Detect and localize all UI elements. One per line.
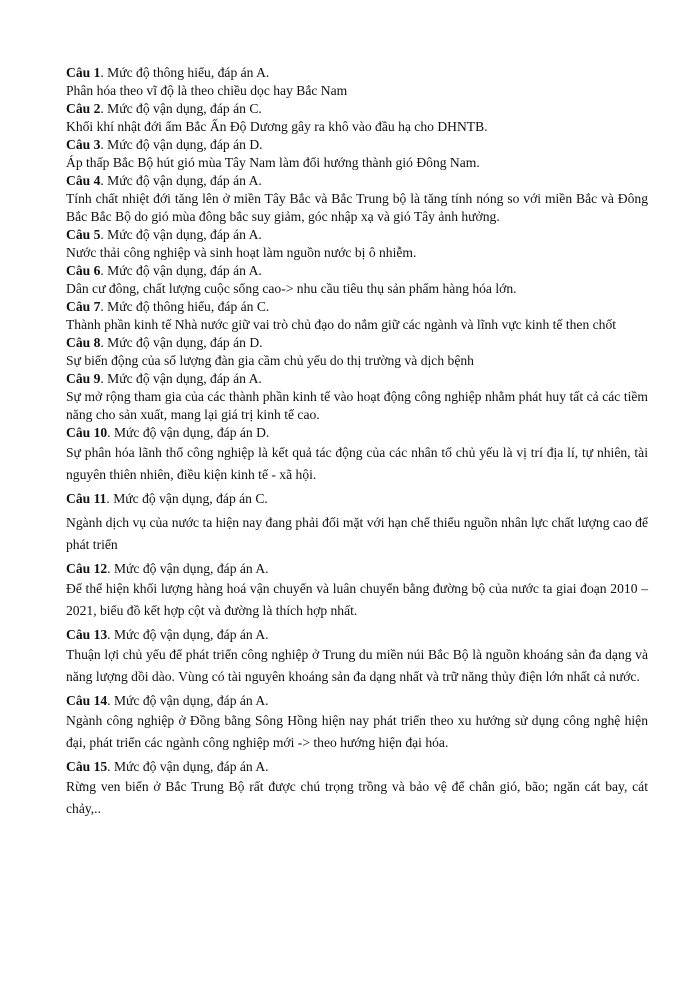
question-header: [66, 758, 648, 776]
question-9: [66, 370, 648, 424]
question-number: Câu 10: [66, 425, 108, 440]
question-number: Câu 9: [66, 371, 101, 386]
answer-explanation: Sự phân hóa lãnh thổ công nghiệp là kết quả tác động của các nhân tố chủ yếu là vị trí địa lí, tự nhiên, tài nguyên thiên nhiên, điều kiện kinh tế - xã hội.: [66, 445, 648, 482]
question-7: [66, 298, 648, 334]
question-14: [66, 692, 648, 754]
question-meta: . Mức độ vận dụng, đáp án A.: [100, 371, 262, 386]
question-meta: . Mức độ vận dụng, đáp án C.: [106, 491, 268, 506]
question-number: Câu 5: [66, 227, 101, 242]
question-meta: . Mức độ vận dụng, đáp án A.: [100, 173, 262, 188]
answer-explanation: Tính chất nhiệt đới tăng lên ở miền Tây Bắc và Bắc Trung bộ là tăng tính nóng so với miền Bắc và Đông Bắc Bắc Bộ do gió mùa đông bắc suy giảm, góc nhập xạ và gió Tây ảnh hưởng.: [66, 191, 648, 224]
answer-explanation: Sự biến động của số lượng đàn gia cầm chủ yếu do thị trường và dịch bệnh: [66, 353, 474, 368]
question-header: [66, 370, 648, 388]
question-header: [66, 136, 648, 154]
question-11: [66, 490, 648, 556]
question-meta: . Mức độ vận dụng, đáp án C.: [100, 101, 262, 116]
question-5: [66, 226, 648, 262]
question-header: [66, 560, 648, 578]
question-number: Câu 6: [66, 263, 101, 278]
answer-explanation: Khối khí nhật đới ẩm Bắc Ấn Độ Dương gây ra khô vào đầu hạ cho DHNTB.: [66, 119, 488, 134]
question-10: [66, 424, 648, 486]
question-number: Câu 13: [66, 627, 108, 642]
question-number: Câu 12: [66, 561, 108, 576]
question-header: [66, 226, 648, 244]
question-meta: . Mức độ thông hiểu, đáp án C.: [100, 299, 270, 314]
question-meta: . Mức độ vận dụng, đáp án D.: [107, 425, 270, 440]
question-meta: . Mức độ vận dụng, đáp án A.: [100, 227, 262, 242]
answer-explanation: Dân cư đông, chất lượng cuộc sống cao-> nhu cầu tiêu thụ sản phẩm hàng hóa lớn.: [66, 281, 517, 296]
question-8: [66, 334, 648, 370]
answer-explanation: Thuận lợi chủ yếu để phát triển công nghiệp ở Trung du miền núi Bắc Bộ là nguồn khoáng sản đa dạng và năng lượng dồi dào. Vùng có tài nguyên khoáng sản đa dạng nhất và trữ năng thủy điện lớn nhất cả nước.: [66, 647, 648, 684]
question-meta: . Mức độ vận dụng, đáp án A.: [107, 693, 269, 708]
question-3: [66, 136, 648, 172]
question-meta: . Mức độ thông hiểu, đáp án A.: [100, 65, 270, 80]
question-header: [66, 424, 648, 442]
question-4: [66, 172, 648, 226]
question-meta: . Mức độ vận dụng, đáp án A.: [107, 759, 269, 774]
question-6: [66, 262, 648, 298]
question-header: [66, 626, 648, 644]
answer-explanation: Thành phần kinh tế Nhà nước giữ vai trò chủ đạo do nắm giữ các ngành và lĩnh vực kinh tế then chốt: [66, 317, 617, 332]
question-meta: . Mức độ vận dụng, đáp án D.: [100, 335, 263, 350]
question-13: [66, 626, 648, 688]
answer-explanation: Ngành công nghiệp ở Đồng bằng Sông Hồng hiện nay phát triển theo xu hướng sử dụng công nghệ hiện đại, phát triển các ngành công nghiệp mới -> theo hướng hiện đại hóa.: [66, 713, 648, 750]
answer-explanation: Ngành dịch vụ của nước ta hiện nay đang phải đối mặt với hạn chế thiếu nguồn nhân lực chất lượng cao để phát triển: [66, 515, 648, 552]
question-15: [66, 758, 648, 820]
question-meta: . Mức độ vận dụng, đáp án A.: [107, 561, 269, 576]
question-meta: . Mức độ vận dụng, đáp án A.: [100, 263, 262, 278]
question-header: [66, 692, 648, 710]
question-number: Câu 11: [66, 491, 107, 506]
question-header: [66, 298, 648, 316]
question-number: Câu 7: [66, 299, 101, 314]
question-12: [66, 560, 648, 622]
question-number: Câu 1: [66, 65, 101, 80]
question-header: [66, 172, 648, 190]
question-number: Câu 8: [66, 335, 101, 350]
answer-explanation: Nước thải công nghiệp và sinh hoạt làm nguồn nước bị ô nhiễm.: [66, 245, 417, 260]
question-1: [66, 64, 648, 100]
answer-key-page: [66, 64, 648, 820]
answer-explanation: Để thể hiện khối lượng hàng hoá vận chuyển và luân chuyển bằng đường bộ của nước ta giai đoạn 2010 – 2021, biểu đồ kết hợp cột và đường là thích hợp nhất.: [66, 581, 648, 618]
question-header: [66, 100, 648, 118]
question-number: Câu 15: [66, 759, 108, 774]
answer-explanation: Áp thấp Bắc Bộ hút gió mùa Tây Nam làm đổi hướng thành gió Đông Nam.: [66, 155, 480, 170]
answer-explanation: Sự mở rộng tham gia của các thành phần kinh tế vào hoạt động công nghiệp nhằm phát huy tất cả các tiềm năng cho sản xuất, mang lại giá trị kinh tế cao.: [66, 389, 648, 422]
question-number: Câu 14: [66, 693, 108, 708]
question-header: [66, 490, 648, 508]
question-number: Câu 3: [66, 137, 101, 152]
question-header: [66, 334, 648, 352]
answer-explanation: Phân hóa theo vĩ độ là theo chiều dọc hay Bắc Nam: [66, 83, 348, 98]
question-meta: . Mức độ vận dụng, đáp án D.: [100, 137, 263, 152]
question-2: [66, 100, 648, 136]
question-number: Câu 4: [66, 173, 101, 188]
question-meta: . Mức độ vận dụng, đáp án A.: [107, 627, 269, 642]
question-header: [66, 64, 648, 82]
question-header: [66, 262, 648, 280]
question-number: Câu 2: [66, 101, 101, 116]
answer-explanation: Rừng ven biển ở Bắc Trung Bộ rất được chú trọng trồng và bảo vệ để chắn gió, bão; ngăn cát bay, cát chảy,..: [66, 779, 648, 816]
